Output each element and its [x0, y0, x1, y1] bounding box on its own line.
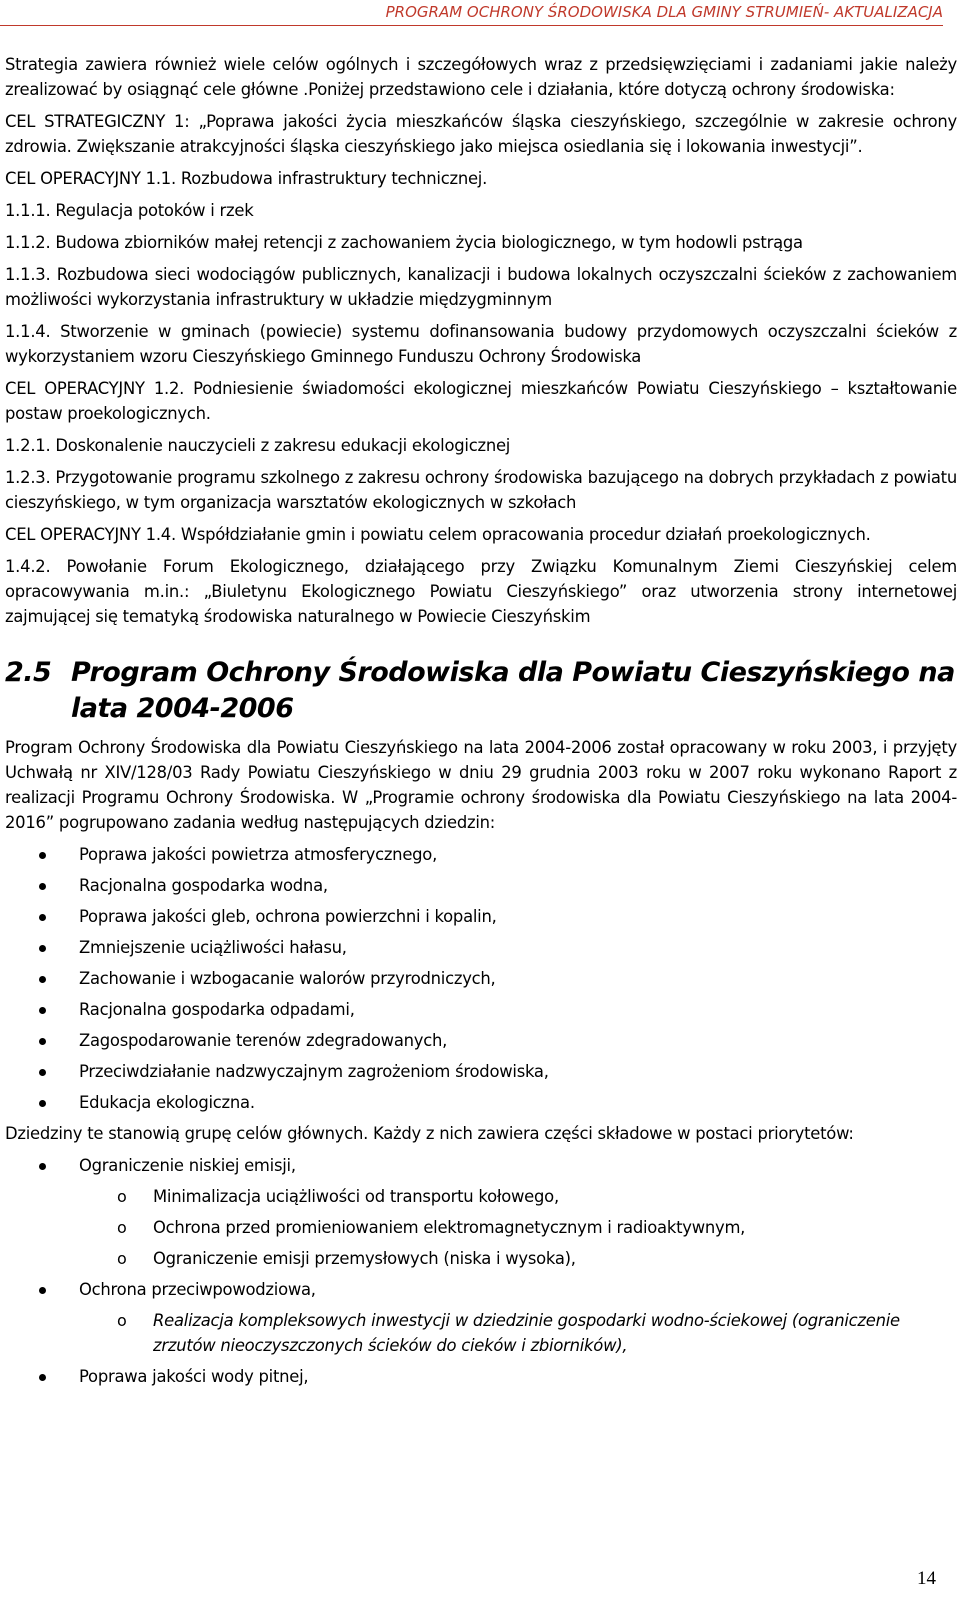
bullet-icon: [39, 1007, 46, 1014]
list-item: Przeciwdziałanie nadzwyczajnym zagrożeniom środowiska,: [5, 1059, 957, 1084]
operational-goal-1-4: CEL OPERACYJNY 1.4. Współdziałanie gmin i powiatu celem opracowania procedur działań proekologicznych.: [5, 525, 871, 544]
circle-bullet-icon: o: [117, 1187, 127, 1206]
bullet-icon: [39, 945, 46, 952]
bullet-icon: [39, 914, 46, 921]
bullet-icon: [39, 976, 46, 983]
content-body: [5, 52, 957, 1395]
task-1-4-2: 1.4.2. Powołanie Forum Ekologicznego, działającego przy Związku Komunalnym Ziemi Cieszyńskiej celem opracowywania m.in.: „Biuletynu Ekologicznego Powiatu Cieszyńskiego” oraz utworzenia strony internetowej zajmującej się tematyką środowiska naturalnego w Powiecie Cieszyńskim: [5, 557, 957, 626]
list-item: Ograniczenie niskiej emisji, o Minimalizacja uciążliwości od transportu kołowego, o Ochrona przed promieniowaniem elektromagnetycznym i radioaktywnym, o Ograniczenie emisji przemysłowych (niska i wysoka),: [5, 1153, 957, 1271]
bullet-icon: [39, 1069, 46, 1076]
priorities-list: [5, 1153, 957, 1389]
task-1-2-3: 1.2.3. Przygotowanie programu szkolnego z zakresu ochrony środowiska bazującego na dobrych przykładach z powiatu cieszyńskiego, w tym organizacja warsztatów ekologicznych w szkołach: [5, 468, 957, 512]
circle-bullet-icon: o: [117, 1311, 127, 1330]
sub-list-item: o Ograniczenie emisji przemysłowych (niska i wysoka),: [79, 1246, 957, 1271]
list-item: Zmniejszenie uciążliwości hałasu,: [5, 935, 957, 960]
bullet-icon: [39, 1374, 46, 1381]
sub-list-item: o Realizacja kompleksowych inwestycji w dziedzinie gospodarki wodno-ściekowej (ograniczenie zrzutów nieoczyszczonych ścieków do cieków i zbiorników),: [79, 1308, 957, 1358]
task-1-2-1: 1.2.1. Doskonalenie nauczycieli z zakresu edukacji ekologicznej: [5, 436, 511, 455]
strategic-goal: CEL STRATEGICZNY 1: „Poprawa jakości życia mieszkańców śląska cieszyńskiego, szczególnie w zakresie ochrony zdrowia. Zwiększanie atrakcyjności śląska cieszyńskiego jako miejsca osiedlania się i lokowania inwestycji”.: [5, 112, 957, 156]
domains-list: [5, 842, 957, 1115]
list-item: Poprawa jakości wody pitnej,: [5, 1364, 957, 1389]
bullet-icon: [39, 1287, 46, 1294]
bullet-icon: [39, 1038, 46, 1045]
bullet-icon: [39, 883, 46, 890]
list-item: Racjonalna gospodarka odpadami,: [5, 997, 957, 1022]
task-1-1-4: 1.1.4. Stworzenie w gminach (powiecie) systemu dofinansowania budowy przydomowych oczyszczalni ścieków z wykorzystaniem wzoru Cieszyńskiego Gminnego Funduszu Ochrony Środowiska: [5, 322, 957, 366]
priorities-intro: Dziedziny te stanowią grupę celów głównych. Każdy z nich zawiera części składowe w postaci priorytetów:: [5, 1124, 854, 1143]
section-number: 2.5: [5, 657, 52, 688]
running-header: PROGRAM OCHRONY ŚRODOWISKA DLA GMINY STRUMIEŃ- AKTUALIZACJA: [385, 3, 943, 21]
bullet-icon: [39, 1163, 46, 1170]
sub-list: [79, 1184, 957, 1271]
bullet-icon: [39, 1100, 46, 1107]
sub-list: [79, 1308, 957, 1358]
operational-goal-1-2: CEL OPERACYJNY 1.2. Podniesienie świadomości ekologicznej mieszkańców Powiatu Cieszyńskiego – kształtowanie postaw proekologicznych.: [5, 379, 957, 423]
list-item: Ochrona przeciwpowodziowa, o Realizacja kompleksowych inwestycji w dziedzinie gospodarki wodno-ściekowej (ograniczenie zrzutów nieoczyszczonych ścieków do cieków i zbiorników),: [5, 1277, 957, 1358]
list-item: Edukacja ekologiczna.: [5, 1090, 957, 1115]
list-item: Poprawa jakości gleb, ochrona powierzchni i kopalin,: [5, 904, 957, 929]
circle-bullet-icon: o: [117, 1249, 127, 1268]
list-item: Zagospodarowanie terenów zdegradowanych,: [5, 1028, 957, 1053]
task-1-1-1: 1.1.1. Regulacja potoków i rzek: [5, 201, 254, 220]
section-title: Program Ochrony Środowiska dla Powiatu Cieszyńskiego na lata 2004-2006: [71, 657, 955, 724]
bullet-icon: [39, 852, 46, 859]
sub-list-item: o Ochrona przed promieniowaniem elektromagnetycznym i radioaktywnym,: [79, 1215, 957, 1240]
section-paragraph: Program Ochrony Środowiska dla Powiatu Cieszyńskiego na lata 2004-2006 został opracowany w roku 2003, i przyjęty Uchwałą nr XIV/128/03 Rady Powiatu Cieszyńskiego w dniu 29 grudnia 2003 roku w 2007 roku wykonano Raport z realizacji Programu Ochrony Środowiska. W „Programie ochrony środowiska dla Powiatu Cieszyńskiego na lata 2004-2016” pogrupowano zadania według następujących dziedzin:: [5, 738, 957, 832]
intro-paragraph: Strategia zawiera również wiele celów ogólnych i szczegółowych wraz z przedsięwzięciami i zadaniami jakie należy zrealizować by osiągnąć cele główne .Poniżej przedstawiono cele i działania, które dotyczą ochrony środowiska:: [5, 55, 957, 99]
section-heading: [5, 655, 957, 727]
task-1-1-2: 1.1.2. Budowa zbiorników małej retencji z zachowaniem życia biologicznego, w tym hodowli pstrąga: [5, 233, 803, 252]
operational-goal-1-1: CEL OPERACYJNY 1.1. Rozbudowa infrastruktury technicznej.: [5, 169, 488, 188]
header-rule: [0, 25, 943, 26]
list-item: Racjonalna gospodarka wodna,: [5, 873, 957, 898]
circle-bullet-icon: o: [117, 1218, 127, 1237]
sub-list-item: o Minimalizacja uciążliwości od transportu kołowego,: [79, 1184, 957, 1209]
list-item: Zachowanie i wzbogacanie walorów przyrodniczych,: [5, 966, 957, 991]
task-1-1-3: 1.1.3. Rozbudowa sieci wodociągów publicznych, kanalizacji i budowa lokalnych oczyszczalni ścieków z zachowaniem możliwości wykorzystania infrastruktury w układzie międzygminnym: [5, 265, 957, 309]
list-item: Poprawa jakości powietrza atmosferycznego,: [5, 842, 957, 867]
page-number: 14: [917, 1568, 936, 1589]
